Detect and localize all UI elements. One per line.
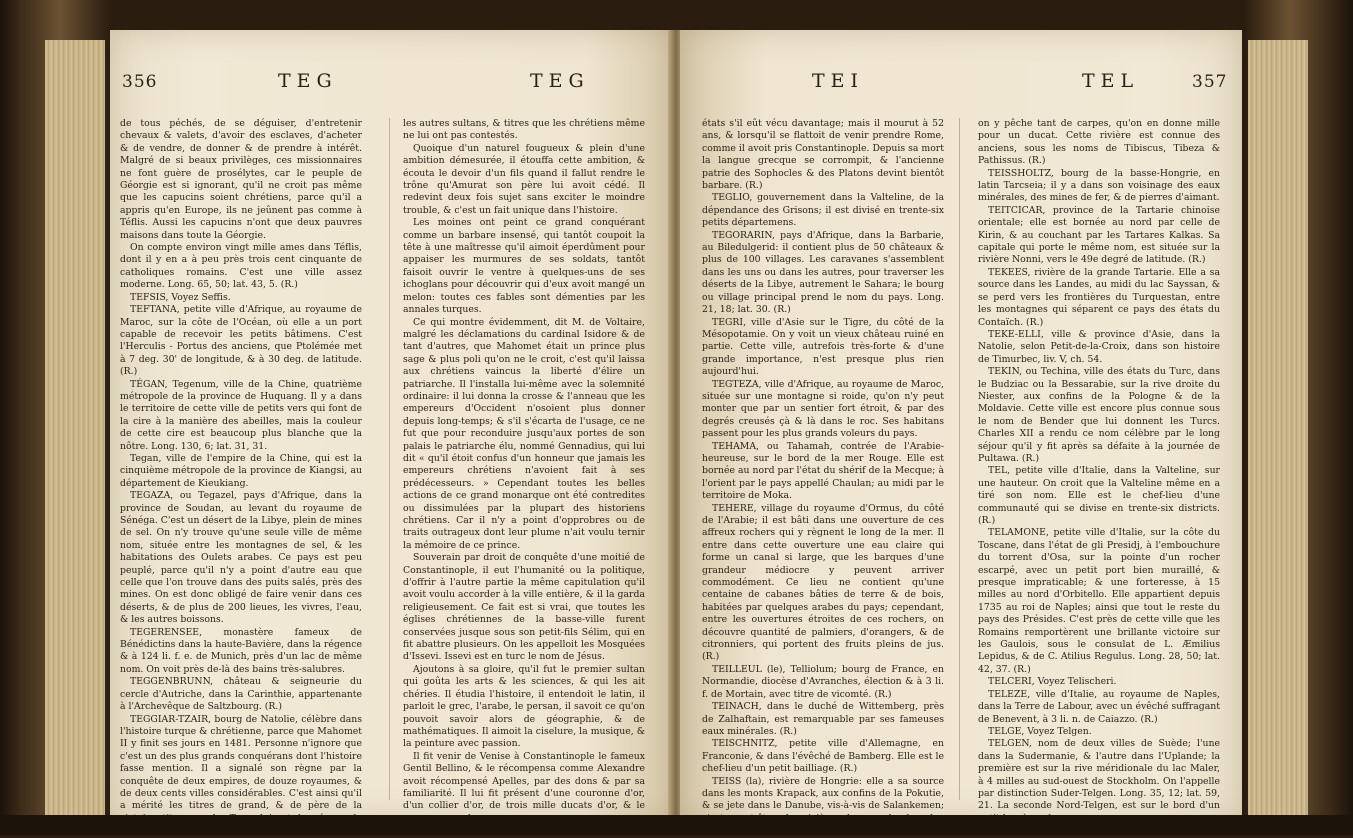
entry-paragraph: TEGRI, ville d'Asie sur le Tigre, du côté de la Mésopotamie. On y voit un vieux château ruiné en partie. Cette ville, autrefois très-forte & d'une grande importance, n'est presque plus rien aujourd'hui.	[702, 316, 944, 378]
left-page-headword-2: TEG	[530, 70, 590, 92]
entry-paragraph: TEINACH, dans le duché de Wittemberg, près de Zalhaftain, est remarquable par ses fameuses eaux minérales. (R.)	[702, 701, 944, 737]
right-page-header	[680, 70, 1242, 100]
entry-paragraph: TEKE-ELLI, ville & province d'Asie, dans la Natolie, selon Petit-de-la-Croix, dans son histoire de Timurbec, liv. V, ch. 54.	[978, 328, 1220, 365]
left-page-column-1	[120, 118, 362, 838]
entry-paragraph: TEISCHNITZ, petite ville d'Allemagne, en Franconie, & dans l'évêché de Bamberg. Elle est le chef-lieu d'un petit bailliage. (R.)	[702, 738, 944, 775]
right-page-headword-1: TEI	[812, 70, 865, 92]
entry-paragraph: on y pêche tant de carpes, qu'on en donne mille pour un ducat. Cette rivière est connue des anciens, sous les noms de Tibiscus, Tibeza & Pathissus. (R.)	[978, 118, 1220, 167]
entry-paragraph: TELGEN, nom de deux villes de Suède; l'une dans la Sudermanie, & l'autre dans l'Uplande; la première est sur la rive méridionale du lac Maler, à 4 milles au sud-ouest de Stockholm. On l'appelle par distinction Suder-Telgen. Long. 35, 12; lat. 59, 21. La seconde Nord-Telgen, est sur le bord d'un	[978, 738, 1220, 812]
entry-paragraph: TEISSHOLTZ, bourg de la basse-Hongrie, en latin Tarcseia; il y a dans son voisinage des eaux minérales, des mines de fer, & de pierres d'aimant.	[978, 167, 1220, 204]
right-page-column-2	[978, 118, 1220, 825]
entry-paragraph: TEITCICAR, province de la Tartarie chinoise orientale; elle est bornée au nord par celle de Kirin, & au couchant par les Tartares Kalkas. Sa capitale qui porte le même nom, est située sur la rivière Nonni, vers le 49e degré de latitude. (R.)	[978, 204, 1220, 266]
right-page-number: 357	[1192, 72, 1228, 92]
entry-paragraph: de tous péchés, de se déguiser, d'entretenir chevaux & valets, d'avoir des esclaves, d'acheter & de vendre, de donner & de prendre à intérêt. Malgré de si beaux privilèges, ces missionnaires ne font guère de prosélytes, car le peuple de Géorgie est si ignorant, qu'il ne croit pas même que les capucins soient chrétiens, parce qu'il a appris qu'en Europe, ils ne jeûnent pas comme à Téflis. Aussi les capucins n'ont que deux pauvres maisons dans toute la Géorgie.	[120, 118, 362, 241]
entry-paragraph: Il fit venir de Venise à Constantinople le fameux Gentil Bellino, & le récompensa comme Alexandre avoit récompensé Apelles, par des dons & par sa familiarité. Il lui fit présent d'une couronne d'or, d'un collier d'or, de trois mille ducats d'or, & le	[403, 750, 645, 812]
entry-paragraph: Souverain par droit de conquête d'une moitié de Constantinople, il eut l'humanité ou la politique, d'offrir à l'autre partie la même capitulation qu'il avoit voulu accorder à la ville entière, & il la garda religieusement. Ce fait est si vrai, que toutes les églises chrétiennes de la basse-ville furent conservées jusque sous son petit-fils Sélim, qui en fit abattre plusieurs. On les appelloit les Mosquées d'Issevi. Issevi est en turc le nom de Jésus.	[403, 552, 645, 663]
right-page	[680, 30, 1242, 820]
entry-paragraph: TEKIN, ou Techina, ville des états du Turc, dans le Budziac ou la Bessarabie, sur la rive droite du Niester, aux confins de la Pologne & de la Moldavie. Cette ville est encore plus connue sous le nom de Bender que lui donnent les Turcs. Charles XII a rendu ce nom célèbre par le long séjour qu'il y fit après sa défaite à la journée de Pultawa. (R.)	[978, 366, 1220, 464]
left-page-column-2	[403, 118, 645, 838]
entry-paragraph: On compte environ vingt mille ames dans Téflis, dont il y en a à peu près trois cent cinquante de catholiques romains. C'est une ville assez moderne. Long. 65, 50; lat. 43, 5. (R.)	[120, 242, 362, 291]
left-page-header	[110, 70, 672, 100]
entry-paragraph: TEGGENBRUNN, château & seigneurie du cercle d'Autriche, dans la Carinthie, appartenante à l'Archevêque de Saltzbourg. (R.)	[120, 676, 362, 713]
entry-paragraph: TEHAMA, ou Tahamah, contrée de l'Arabie-heureuse, sur le bord de la mer Rouge. Elle est bornée au nord par l'état du shérif de la Mecque; à l'orient par le pays appellé Chaulan; au midi par le territoire de Moka.	[702, 440, 944, 502]
entry-paragraph: Tegan, ville de l'empire de la Chine, qui est la cinquième métropole de la province de Kiangsi, au département de Kieukiang.	[120, 452, 362, 489]
entry-paragraph: TEL, petite ville d'Italie, dans la Valteline, sur une hauteur. On croit que la Valteline même en a tiré son nom. Elle est le chef-lieu d'une communauté qui se divise en trente-six districts. (R.)	[978, 465, 1220, 526]
entry-paragraph: états s'il eût vécu davantage; mais il mourut à 52 ans, & lorsqu'il se flattoit de venir prendre Rome, comme il avoit pris Constantinople. Depuis sa mort la langue grecque se corrompit, & l'ancienne patrie des Sophocles & des Platons devint bientôt barbare. (R.)	[702, 118, 944, 192]
entry-paragraph: TEFSIS, Voyez Seffis.	[130, 291, 231, 303]
book-bottom-shadow	[0, 815, 1353, 835]
entry-paragraph: TÉGAN, Tegenum, ville de la Chine, quatrième métropole de la province de Huquang. Il y a dans le territoire de cette ville de petits vers qui font de la cire à la manière des abeilles, mais la couleur de cette cire est beaucoup plus blanche que la nôtre. Long. 130, 6; lat. 31, 31.	[120, 378, 362, 452]
entry-paragraph: Ajoutons à sa gloire, qu'il fut le premier sultan qui goûta les arts & les sciences, & qui les ait chéries. Il étudia l'histoire, il entendoit le latin, il parloit le grec, l'arabe, le persan, il savoit ce qu'on pouvoit savoir alors de géographie, & de mathématiques. Il aimoit la ciselure, la musique, & la peinture avec passion.	[403, 663, 645, 750]
left-page-number: 356	[122, 72, 158, 92]
entry-paragraph: TEFTANA, petite ville d'Afrique, au royaume de Maroc, sur la côte de l'Océan, où elle a un port capable de recevoir les petits bâtimens. C'est l'Herculis - Portus des anciens, que Ptolémée met à 7 deg. 30' de longitude, & à 30 deg. de latitude. (R.)	[120, 304, 362, 378]
entry-paragraph: TEILLEUL (le), Telliolum; bourg de France, en Normandie, diocèse d'Avranches, élection & à 3 li. f. de Mortain, avec titre de vicomté. (R.)	[702, 663, 944, 700]
right-page-column-1	[702, 118, 944, 838]
entry-paragraph: Quoique d'un naturel fougueux & plein d'une ambition démesurée, il étouffa cette ambition, & écouta le devoir d'un fils quand il fallut rendre le trône qu'Amurat son père lui avoit cédé. Il redevint deux fois sujet sans exciter le moindre trouble, & c'est un fait unique dans l'histoire.	[403, 142, 645, 216]
page-edges-left	[45, 40, 105, 815]
entry-paragraph: TEGORARIN, pays d'Afrique, dans la Barbarie, au Biledulgerid: il contient plus de 50 châteaux & plus de 100 villages. Les caravanes s'assemblent dans les uns ou dans les autres, pour traverser les déserts de la Libye, autrement le Sahara; le bourg ou village principal prend le nom du pays. Long. 21, 18; lat. 30. (R.)	[702, 229, 944, 316]
left-page-headword-1: TEG	[278, 70, 338, 92]
entry-paragraph: TELAMONE, petite ville d'Italie, sur la côte du Toscane, dans l'état de gli Presidj, à l'embouchure du torrent d'Osa, sur la pointe d'un rocher escarpé, avec un petit port bien muraillé, & presque impraticable; & une forteresse, à 15 milles au nord d'Orbitello. Elle appartient depuis 1735 au roi de Naples; ainsi que tout le reste du pays des Présides. C'est près de cette ville que les Romains remportèrent une brillante victoire sur les Gaulois, sous le consulat de L. Æmilius Lepidus, & de C. Atilius Regulus. Long. 28, 50; lat. 42, 37. (R.)	[978, 527, 1220, 675]
entry-paragraph: TEGGIAR-TZAIR, bourg de Natolie, célèbre dans l'histoire turque & chrétienne, parce que Mahomet II y finit ses jours en 1481. Personne n'ignore que c'est un des plus grands conquérans dont l'histoire fasse mention. Il a signalé son règne par la conquête de deux empires, de douze royaumes, & de deux cents villes considérables. C'est ainsi qu'il a mérité les titres de grand, & de père de la	[120, 713, 362, 812]
entry-paragraph: TELEZE, ville d'Italie, au royaume de Naples, dans la Terre de Labour, avec un évêché suffragant de Benevent, à 3 li. n. de Caiazzo. (R.)	[978, 688, 1220, 725]
entry-paragraph: TEGERENSEE, monastère fameux de Bénédictins dans la haute-Bavière, dans la régence & à 124 li. f. e. de Munich, près d'un lac de même nom. On voit près de-là des bains très-salubres.	[120, 626, 362, 675]
entry-paragraph: TEHERE, village du royaume d'Ormus, du côté de l'Arabie; il est bâti dans une ouverture de ces affreux rochers qui y règnent le long de la mer. Il entre dans cette ouverture une eau claire qui forme un canal si large, que les barques d'une grandeur médiocre y peuvent arriver commodément. Ce lieu ne contient qu'une centaine de cabanes bâties de terre & de bois, habitées par quelques arabes du pays; cependant, entre les ouvertures étroites de ces rochers, on découvre quantité de palmiers, d'orangers, & de citronniers, qui portent des fruits pleins de jus. (R.)	[702, 502, 944, 663]
right-page-headword-2: TEL	[1082, 70, 1140, 92]
entry-paragraph: TELCERI, Voyez Telischeri.	[988, 676, 1117, 688]
entry-paragraph: TEGAZA, ou Tegazel, pays d'Afrique, dans la province de Soudan, au levant du royaume de Sénéga. C'est un désert de la Libye, plein de mines de sel. On n'y trouve qu'une seule ville de même nom, située entre les montagnes de sel, & les habitations des Oulets arabes. Ce pays est peu peuplé, parce qu'il n'y a point d'autre eau que celle que l'on trouve dans des puits salés, près des mines. On est donc obligé de faire venir dans ces déserts, & de plus de 200 lieues, les vivres, l'eau, & les autres boissons.	[120, 490, 362, 626]
entry-paragraph: TEKEES, rivière de la grande Tartarie. Elle a sa source dans les Landes, au midi du lac Sayssan, & se perd vers les frontières du Turquestan, entre les montagnes qui séparent ce pays des états du Contaïch. (R.)	[978, 266, 1220, 328]
entry-paragraph: TEGLIO, gouvernement dans la Valteline, de la dépendance des Grisons; il est divisé en trente-six petits départemens.	[702, 192, 944, 229]
entry-paragraph: Ce qui montre évidemment, dit M. de Voltaire, malgré les déclamations du cardinal Isidore & de tant d'autres, que Mahomet était un prince plus sage & plus poli qu'on ne le croit, c'est qu'il laissa aux chrétiens vaincus la liberté d'élire un patriarche. Il l'installa lui-même avec la solemnité ordinaire: il lui donna la crosse & l'anneau que les empereurs d'Occident n'osoient plus donner depuis long-temps; & s'il s'écarta de l'usage, ce ne fut que pour reconduire jusqu'aux portes de son palais le patriarche élu, nommé Gennadius, qui lui dit « qu'il étoit confus d'un honneur que jamais les empereurs chrétiens n'avoient fait à ses prédécesseurs. » Cependant toutes les belles actions de ce grand monarque ont été contredites ou dissimulées par la plupart des historiens chrétiens. Car il n'y a point d'opprobres ou de traits outrageux dont leur plume n'ait voulu ternir la mémoire de ce prince.	[403, 316, 645, 551]
column-divider	[959, 118, 960, 800]
entry-paragraph: les autres sultans, & titres que les chrétiens même ne lui ont pas contestés.	[403, 118, 645, 142]
entry-paragraph: TEGTEZA, ville d'Afrique, au royaume de Maroc, située sur une montagne si roide, qu'on n'y peut monter que par un sentier fort étroit, & par des degrés creusés çà & là dans le roc. Ses habitans passent pour les plus grands voleurs du pays.	[702, 378, 944, 440]
entry-paragraph: Les moines ont peint ce grand conquérant comme un barbare insensé, qui tantôt coupoit la tête à une maîtresse qu'il aimoit éperdûment pour appaiser les murmures de ses soldats, tantôt faisoit ouvrir le ventre à quelques-uns de ses ichoglans pour découvrir qui d'eux avoit mangé un melon: toutes ces fables sont démenties par les annales turques.	[403, 217, 645, 316]
page-edges-right	[1248, 40, 1308, 815]
entry-paragraph: TEISS (la), rivière de Hongrie: elle a sa source dans les monts Krapack, aux confins de la Pokutie, & se jete dans le Danube, vis-à-vis de Salankemen;	[702, 775, 944, 812]
left-page	[110, 30, 672, 820]
entry-paragraph: TELGE, Voyez Telgen.	[988, 725, 1092, 737]
column-divider	[389, 118, 390, 800]
